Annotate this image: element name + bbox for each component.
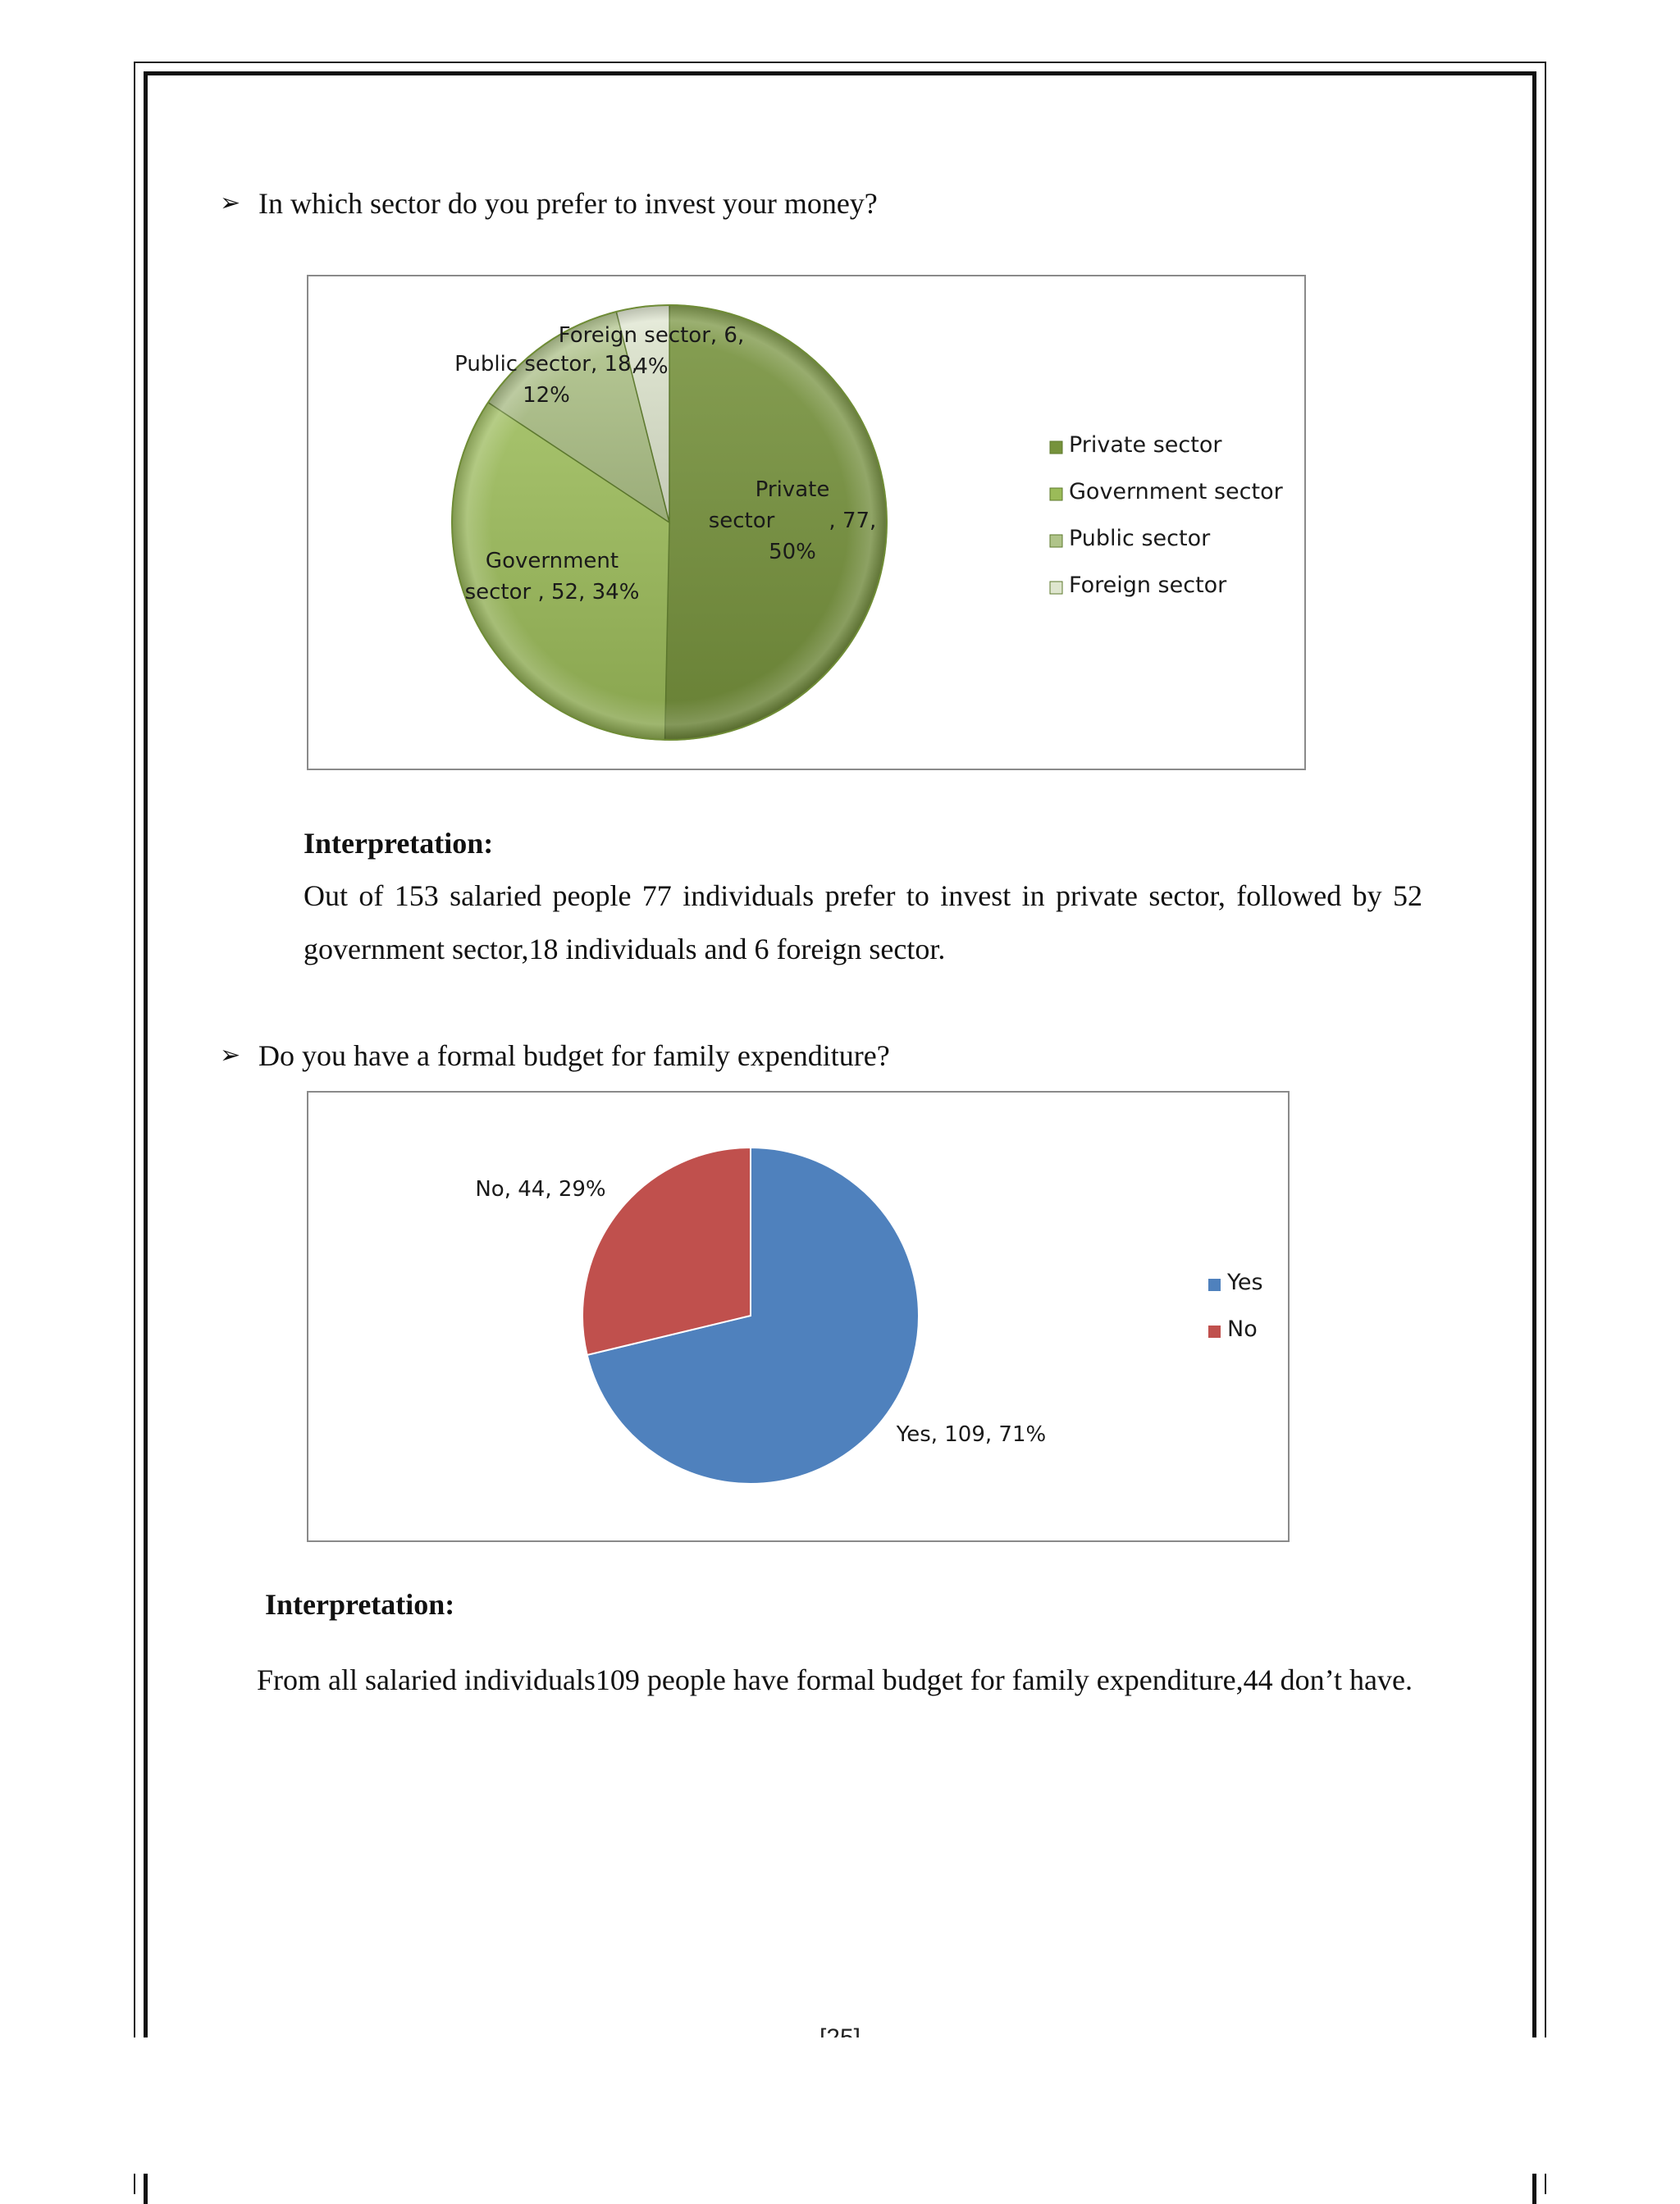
data-label-line: No, 44, 29% xyxy=(475,1177,606,1202)
data-label-line: Foreign sector, 6, xyxy=(558,323,745,348)
data-label-line: Public sector, 18, xyxy=(454,352,638,376)
data-label-line: 50% xyxy=(769,540,816,564)
data-label-line: 4% xyxy=(634,354,669,379)
budget-pie-chart-svg xyxy=(308,1093,1291,1544)
legend-label-no: No xyxy=(1227,1316,1258,1342)
page-bottom-area xyxy=(0,2037,1680,2174)
interpretation-2-text: From all salaried individuals109 people have formal budget for family expenditure,44 don’t have. xyxy=(257,1663,1413,1696)
question-1 xyxy=(220,185,878,221)
data-label-line: Yes, 109, 71% xyxy=(896,1422,1047,1447)
question-2-text: Do you have a formal budget for family expenditure? xyxy=(258,1039,890,1072)
sector-pie-chart-svg xyxy=(308,276,1308,772)
data-label-no xyxy=(475,1177,605,1202)
legend-swatch-private-sector xyxy=(1050,441,1062,454)
legend-label-yes: Yes xyxy=(1227,1270,1263,1295)
interpretation-1-heading: Interpretation: xyxy=(304,827,494,860)
data-label-line: Government xyxy=(485,549,619,573)
question-2 xyxy=(220,1038,890,1074)
legend-swatch-public-sector xyxy=(1050,535,1062,547)
legend-swatch-foreign-sector xyxy=(1050,582,1062,594)
legend-label-foreign-sector: Foreign sector xyxy=(1069,573,1227,598)
data-label-line: 12% xyxy=(523,383,570,408)
question-1-text: In which sector do you prefer to invest your money? xyxy=(258,187,878,220)
legend-label-private-sector: Private sector xyxy=(1069,432,1222,458)
arrowhead-bullet-icon: ➢ xyxy=(220,189,241,217)
interpretation-1-text: Out of 153 salaried people 77 individuals prefer to invest in private sector, followed by 52 government sector,18 individuals and 6 foreign sector. xyxy=(304,879,1422,965)
data-label-yes xyxy=(896,1422,1046,1447)
data-label-line: sector , 52, 34% xyxy=(464,580,640,605)
data-label-line: sector , 77, xyxy=(708,509,877,533)
legend-label-government-sector: Government sector xyxy=(1069,479,1283,504)
legend-swatch-no xyxy=(1208,1326,1221,1338)
interpretation-2-heading: Interpretation: xyxy=(265,1588,455,1621)
budget-pie-chart xyxy=(307,1091,1290,1542)
arrowhead-bullet-icon: ➢ xyxy=(220,1041,241,1070)
legend-swatch-yes xyxy=(1208,1279,1221,1291)
sector-pie-chart xyxy=(307,275,1306,770)
data-label-line: Private xyxy=(755,477,830,502)
legend-label-public-sector: Public sector xyxy=(1069,526,1211,551)
legend-swatch-government-sector xyxy=(1050,488,1062,500)
